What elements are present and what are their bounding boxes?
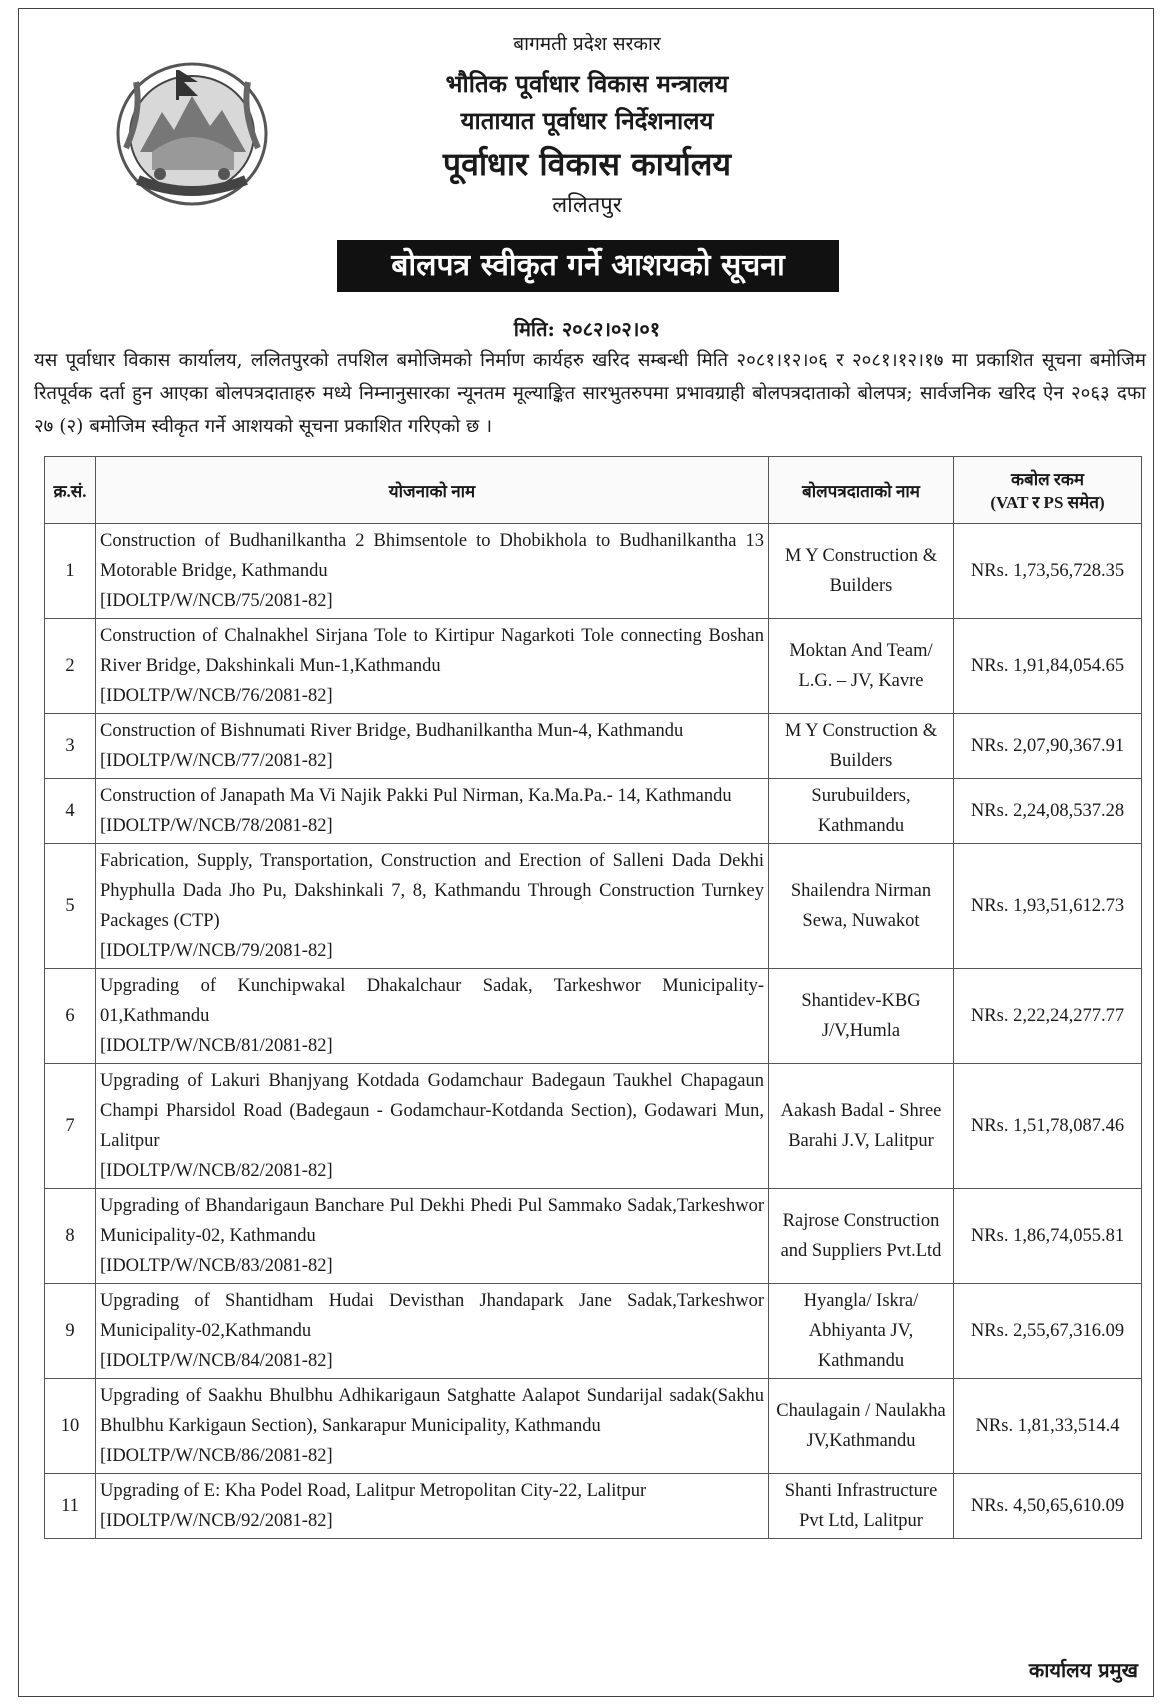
table-row bbox=[45, 714, 1142, 779]
table-body bbox=[45, 524, 1142, 1539]
province-name: बागमती प्रदेश सरकार bbox=[513, 33, 661, 55]
row-project bbox=[96, 524, 769, 619]
row-project bbox=[96, 1379, 769, 1474]
table-row bbox=[45, 779, 1142, 844]
row-project-name: Upgrading of E: Kha Podel Road, Lalitpur Metropolitan City-22, Lalitpur bbox=[100, 1481, 647, 1501]
row-project-name: Upgrading of Shantidham Hudai Devisthan Jhandapark Jane Sadak,Tarkeshwor Municipality-02,Kathmandu bbox=[100, 1291, 764, 1341]
office-location: ललितपुर bbox=[552, 193, 622, 218]
table-row bbox=[45, 1284, 1142, 1379]
bid-table bbox=[44, 456, 1142, 1539]
row-sn: 9 bbox=[45, 1284, 96, 1379]
row-project-name: Construction of Bishnumati River Bridge, Budhanilkantha Mun-4, Kathmandu bbox=[100, 721, 684, 741]
row-amount: NRs. 2,22,24,277.77 bbox=[954, 969, 1142, 1064]
row-bidder: Surubuilders, Kathmandu bbox=[769, 779, 954, 844]
header-bidder: बोलपत्रदाताको नाम bbox=[769, 457, 954, 524]
row-project-code: [IDOLTP/W/NCB/81/2081-82] bbox=[100, 1036, 333, 1056]
row-sn: 8 bbox=[45, 1189, 96, 1284]
row-project-code: [IDOLTP/W/NCB/78/2081-82] bbox=[100, 816, 333, 836]
row-bidder: Aakash Badal - Shree Barahi J.V, Lalitpur bbox=[769, 1064, 954, 1189]
header-amount-line1: कबोल रकम bbox=[1010, 470, 1085, 489]
row-project-code: [IDOLTP/W/NCB/84/2081-82] bbox=[100, 1351, 333, 1371]
row-project-code: [IDOLTP/W/NCB/92/2081-82] bbox=[100, 1511, 333, 1531]
table-row bbox=[45, 969, 1142, 1064]
row-sn: 11 bbox=[45, 1474, 96, 1539]
row-sn: 4 bbox=[45, 779, 96, 844]
row-project bbox=[96, 1284, 769, 1379]
row-bidder: M Y Construction & Builders bbox=[769, 714, 954, 779]
row-sn: 5 bbox=[45, 844, 96, 969]
row-sn: 10 bbox=[45, 1379, 96, 1474]
row-bidder: Hyangla/ Iskra/ Abhiyanta JV, Kathmandu bbox=[769, 1284, 954, 1379]
row-bidder: Shanti Infrastructure Pvt Ltd, Lalitpur bbox=[769, 1474, 954, 1539]
row-amount: NRs. 1,91,84,054.65 bbox=[954, 619, 1142, 714]
header-amount bbox=[954, 457, 1142, 524]
row-bidder: Shantidev-KBG J/V,Humla bbox=[769, 969, 954, 1064]
signature-label: कार्यालय प्रमुख bbox=[1028, 1658, 1138, 1682]
row-project bbox=[96, 844, 769, 969]
notice-date: मिति: २०८२।०२।०१ bbox=[513, 317, 661, 341]
row-project-code: [IDOLTP/W/NCB/83/2081-82] bbox=[100, 1256, 333, 1276]
row-project-code: [IDOLTP/W/NCB/76/2081-82] bbox=[100, 686, 333, 706]
row-project-code: [IDOLTP/W/NCB/77/2081-82] bbox=[100, 751, 333, 771]
office-name: पूर्वाधार विकास कार्यालय bbox=[442, 145, 732, 183]
row-sn: 1 bbox=[45, 524, 96, 619]
row-project-code: [IDOLTP/W/NCB/86/2081-82] bbox=[100, 1446, 333, 1466]
row-project bbox=[96, 1474, 769, 1539]
row-amount: NRs. 2,07,90,367.91 bbox=[954, 714, 1142, 779]
table-header-row bbox=[45, 457, 1142, 524]
table-row bbox=[45, 1474, 1142, 1539]
row-amount: NRs. 2,55,67,316.09 bbox=[954, 1284, 1142, 1379]
row-project bbox=[96, 1189, 769, 1284]
row-project-name: Fabrication, Supply, Transportation, Construction and Erection of Salleni Dada Dekhi Phyphulla Dada Jho Pu, Dakshinkali 7, 8, Kathmandu Through Construction Turnkey Packages (CTP) bbox=[100, 851, 764, 931]
header-sn: क्र.सं. bbox=[45, 457, 96, 524]
table-row bbox=[45, 1189, 1142, 1284]
table-row bbox=[45, 524, 1142, 619]
table-row bbox=[45, 1064, 1142, 1189]
ministry-name: भौतिक पूर्वाधार विकास मन्त्रालय bbox=[445, 69, 729, 98]
row-project-name: Upgrading of Lakuri Bhanjyang Kotdada Godamchaur Badegaun Taukhel Chapagaun Champi Pharsidol Road (Badegaun - Godamchaur-Kotdanda Section), Godawari Mun, Lalitpur bbox=[100, 1071, 764, 1151]
row-project-name: Construction of Chalnakhel Sirjana Tole to Kirtipur Nagarkoti Tole connecting Boshan River Bridge, Dakshinkali Mun-1,Kathmandu bbox=[100, 626, 764, 676]
table-row bbox=[45, 1379, 1142, 1474]
row-sn: 7 bbox=[45, 1064, 96, 1189]
row-bidder: M Y Construction & Builders bbox=[769, 524, 954, 619]
row-project-code: [IDOLTP/W/NCB/75/2081-82] bbox=[100, 591, 333, 611]
row-amount: NRs. 2,24,08,537.28 bbox=[954, 779, 1142, 844]
table-row bbox=[45, 619, 1142, 714]
row-amount: NRs. 1,86,74,055.81 bbox=[954, 1189, 1142, 1284]
row-project bbox=[96, 1064, 769, 1189]
row-bidder: Rajrose Construction and Suppliers Pvt.Ltd bbox=[769, 1189, 954, 1284]
row-amount: NRs. 1,73,56,728.35 bbox=[954, 524, 1142, 619]
row-project-name: Upgrading of Saakhu Bhulbhu Adhikarigaun Satghatte Aalapot Sundarijal sadak(Sakhu Bhulbhu Karkigaun Section), Sankarapur Municipality, Kathmandu bbox=[100, 1386, 764, 1436]
row-project-code: [IDOLTP/W/NCB/82/2081-82] bbox=[100, 1161, 333, 1181]
row-bidder: Shailendra Nirman Sewa, Nuwakot bbox=[769, 844, 954, 969]
table-row bbox=[45, 844, 1142, 969]
row-sn: 3 bbox=[45, 714, 96, 779]
row-bidder: Chaulagain / Naulakha JV,Kathmandu bbox=[769, 1379, 954, 1474]
header-amount-line2: (VAT र PS समेत) bbox=[990, 493, 1105, 512]
row-project bbox=[96, 619, 769, 714]
row-project-name: Upgrading of Bhandarigaun Banchare Pul Dekhi Phedi Pul Sammako Sadak,Tarkeshwor Municipality-02, Kathmandu bbox=[100, 1196, 764, 1246]
row-project-code: [IDOLTP/W/NCB/79/2081-82] bbox=[100, 941, 333, 961]
directorate-name: यातायात पूर्वाधार निर्देशनालय bbox=[460, 106, 714, 135]
notice-intro: यस पूर्वाधार विकास कार्यालय, ललितपुरको तपशिल बमोजिमको निर्माण कार्यहरु खरिद सम्बन्धी मिति २०८१।१२।०६ र २०८१।१२।१७ मा प्रकाशित सूचना बमोजिम रितपूर्वक दर्ता हुन आएका बोलपत्रदाताहरु मध्ये निम्नानुसारका न्यूनतम मूल्याङ्कित सारभुतरुपमा प्रभावग्राही बोलपत्रदाताको बोलपत्र; सार्वजनिक खरिद ऐन २०६३ दफा २७ (२) बमोजिम स्वीकृत गर्ने आशयको सूचना प्रकाशित गरिएको छ । bbox=[34, 350, 1146, 437]
header-project: योजनाको नाम bbox=[96, 457, 769, 524]
notice-title: बोलपत्र स्वीकृत गर्ने आशयको सूचना bbox=[337, 240, 839, 292]
row-project-name: Construction of Janapath Ma Vi Najik Pakki Pul Nirman, Ka.Ma.Pa.- 14, Kathmandu bbox=[100, 786, 732, 806]
row-project bbox=[96, 779, 769, 844]
row-bidder: Moktan And Team/ L.G. – JV, Kavre bbox=[769, 619, 954, 714]
row-project bbox=[96, 969, 769, 1064]
row-project bbox=[96, 714, 769, 779]
row-sn: 2 bbox=[45, 619, 96, 714]
row-amount: NRs. 1,81,33,514.4 bbox=[954, 1379, 1142, 1474]
row-project-name: Construction of Budhanilkantha 2 Bhimsentole to Dhobikhola to Budhanilkantha 13 Motorable Bridge, Kathmandu bbox=[100, 531, 764, 581]
row-amount: NRs. 1,93,51,612.73 bbox=[954, 844, 1142, 969]
row-project-name: Upgrading of Kunchipwakal Dhakalchaur Sadak, Tarkeshwor Municipality-01,Kathmandu bbox=[100, 976, 764, 1026]
row-amount: NRs. 4,50,65,610.09 bbox=[954, 1474, 1142, 1539]
row-amount: NRs. 1,51,78,087.46 bbox=[954, 1064, 1142, 1189]
row-sn: 6 bbox=[45, 969, 96, 1064]
